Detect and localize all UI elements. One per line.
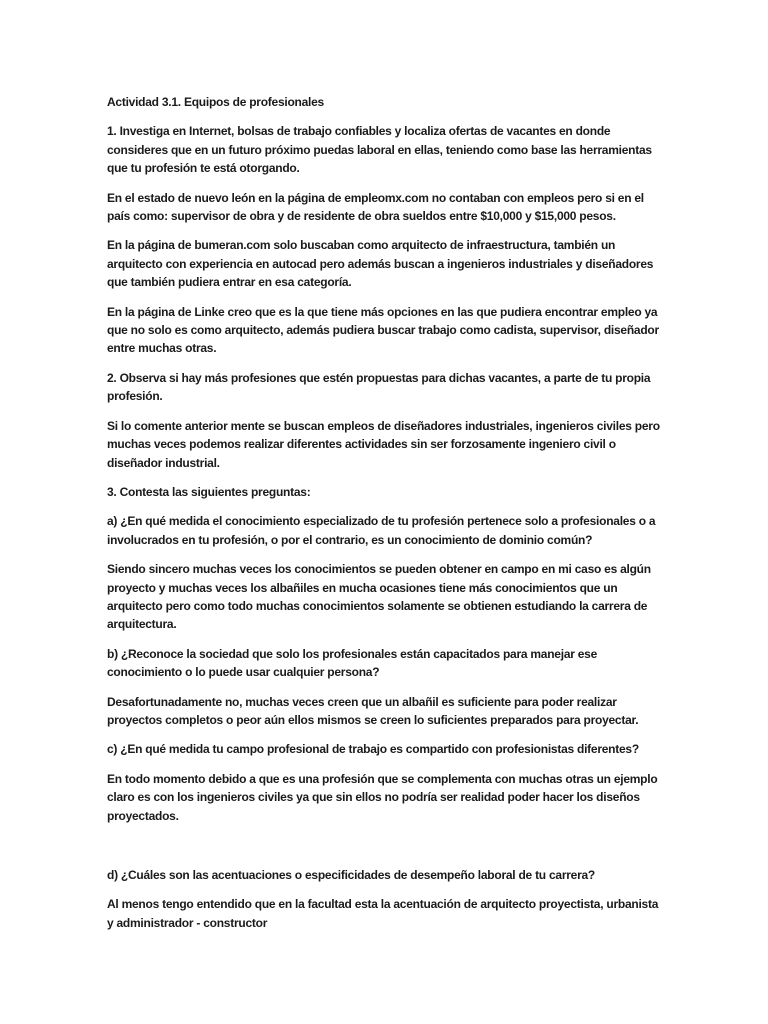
- paragraph-answer-c: En todo momento debido a que es una profesión que se complementa con muchas otras un ejemplo claro es con los ingenieros civiles ya que sin ellos no podría ser realidad poder hacer los diseños proyectados.: [107, 771, 658, 823]
- document-page: [107, 93, 667, 943]
- paragraph-question-c: c) ¿En qué medida tu campo profesional de trabajo es compartido con profesionistas diferentes?: [107, 742, 639, 757]
- paragraph-question-b: b) ¿Reconoce la sociedad que solo los profesionales están capacitados para manejar ese conocimiento o lo puede usar cualquier persona?: [107, 646, 598, 680]
- paragraph-answer-empleomx: En el estado de nuevo león en la página de empleomx.com no contaban con empleos pero si en el país como: supervisor de obra y de residente de obra sueldos entre $10,000 y $15,000 pesos.: [107, 190, 644, 224]
- paragraph-answer-d: Al menos tengo entendido que en la facultad esta la acentuación de arquitecto proyectista, urbanista y administrador - constructor: [107, 897, 659, 930]
- paragraph-answer-2: Si lo comente anterior mente se buscan empleos de diseñadores industriales, ingenieros civiles pero muchas veces podemos realizar diferentes actividades sin ser forzosamente ingeniero civil o diseñador industrial.: [107, 418, 660, 470]
- paragraph-answer-linke: En la página de Linke creo que es la que tiene más opciones en las que pudiera encontrar empleo ya que no solo es como arquitecto, además pudiera buscar trabajo como cadista, supervisor, diseñador entre muchas otras.: [107, 304, 659, 356]
- paragraph-answer-b: Desafortunadamente no, muchas veces creen que un albañil es suficiente para poder realizar proyectos completos o peor aún ellos mismos se creen lo suficientes preparados para proyectar.: [107, 694, 639, 727]
- paragraph-instruction-2: 2. Observa si hay más profesiones que estén propuestas para dichas vacantes, a parte de tu propia profesión.: [107, 370, 651, 404]
- paragraph-question-a: a) ¿En qué medida el conocimiento especializado de tu profesión pertenece solo a profesionales o a involucrados en tu profesión, o por el contrario, es un conocimiento de dominio común?: [107, 514, 656, 547]
- paragraph-instruction-3: 3. Contesta las siguientes preguntas:: [107, 484, 311, 499]
- paragraph-question-d: d) ¿Cuáles son las acentuaciones o especificidades de desempeño laboral de tu carrera?: [107, 868, 596, 882]
- paragraph-answer-bumeran: En la página de bumeran.com solo buscaban como arquitecto de infraestructura, también un arquitecto con experiencia en autocad pero además buscan a ingenieros industriales y diseñadores que también pudiera entrar en esa categoría.: [107, 238, 654, 290]
- paragraph-instruction-1: 1. Investiga en Internet, bolsas de trabajo confiables y localiza ofertas de vacantes en donde consideres que en un futuro próximo puedas laboral en ellas, teniendo como base las herramientas que tu profesión te está otorgando.: [107, 124, 652, 176]
- paragraph-answer-a: Siendo sincero muchas veces los conocimientos se pueden obtener en campo en mi caso es algún proyecto y muchas veces los albañiles en mucha ocasiones tiene más conocimientos que un arquitecto pero como todo muchas conocimientos solamente se obtienen estudiando la carrera de arquitectura.: [107, 562, 651, 632]
- document-title: Actividad 3.1. Equipos de profesionales: [107, 95, 324, 109]
